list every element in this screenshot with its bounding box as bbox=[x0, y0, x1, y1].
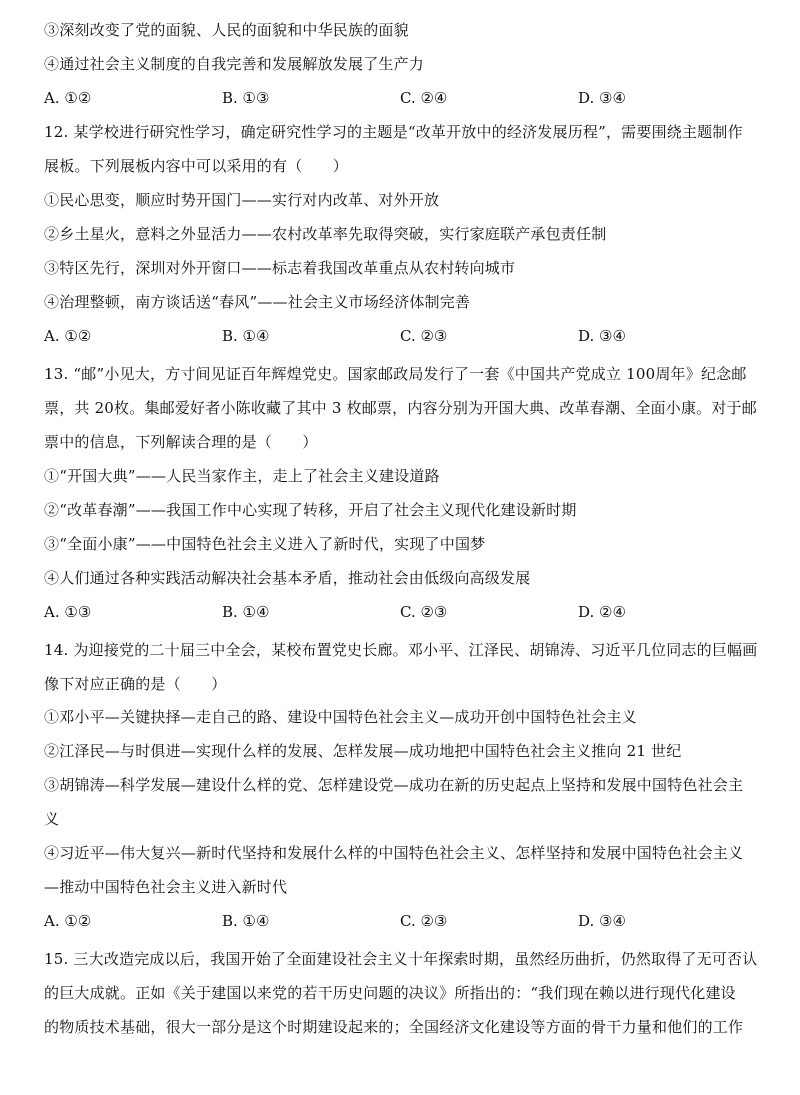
q13-options bbox=[44, 602, 764, 622]
q13-stem-line-3: 票中的信息，下列解读合理的是（ ） bbox=[44, 433, 318, 451]
q15-stem-line-1: 15. 三大改造完成以后，我国开始了全面建设社会主义十年探索时期，虽然经历曲折，仍然取得了无可否认 bbox=[44, 950, 758, 968]
q13-item-1: ①“开国大典”——人民当家作主，走上了社会主义建设道路 bbox=[44, 467, 440, 485]
q12-options bbox=[44, 326, 764, 346]
q14-option-d[interactable]: D. ③④ bbox=[578, 912, 626, 930]
q14-item-2: ②江泽民—与时俱进—实现什么样的发展、怎样发展—成功地把中国特色社会主义推向 21 世纪 bbox=[44, 742, 682, 760]
q12-item-4: ④治理整顿，南方谈话送“春风”——社会主义市场经济体制完善 bbox=[44, 293, 471, 311]
option-a[interactable]: A. ①② bbox=[44, 89, 92, 107]
q14-item-4-line-1: ④习近平—伟大复兴—新时代坚持和发展什么样的中国特色社会主义、怎样坚持和发展中国特色社会主义 bbox=[44, 844, 744, 862]
q13-item-4: ④人们通过各种实践活动解决社会基本矛盾，推动社会由低级向高级发展 bbox=[44, 569, 531, 587]
q12-stem-line-1: 12. 某学校进行研究性学习，确定研究性学习的主题是“改革开放中的经济发展历程”，需要围绕主题制作 bbox=[44, 123, 743, 141]
q15-stem-line-3: 的物质技术基础，很大一部分是这个时期建设起来的；全国经济文化建设等方面的骨干力量和他们的工作 bbox=[44, 1018, 744, 1036]
option-d[interactable]: D. ③④ bbox=[578, 89, 626, 107]
option-c[interactable]: C. ②④ bbox=[400, 89, 448, 107]
q13-item-2: ②“改革春潮”——我国工作中心实现了转移，开启了社会主义现代化建设新时期 bbox=[44, 501, 577, 519]
q12-item-3: ③特区先行，深圳对外开窗口——标志着我国改革重点从农村转向城市 bbox=[44, 259, 516, 277]
prev-question-item-4: ④通过社会主义制度的自我完善和发展解放发展了生产力 bbox=[44, 55, 425, 73]
q13-option-a[interactable]: A. ①③ bbox=[44, 603, 92, 621]
q12-item-1: ①民心思变，顺应时势开国门——实行对内改革、对外开放 bbox=[44, 191, 440, 209]
q12-option-a[interactable]: A. ①② bbox=[44, 327, 92, 345]
q14-option-b[interactable]: B. ①④ bbox=[222, 912, 270, 930]
q13-option-d[interactable]: D. ②④ bbox=[578, 603, 626, 621]
q14-option-a[interactable]: A. ①② bbox=[44, 912, 92, 930]
q13-option-b[interactable]: B. ①④ bbox=[222, 603, 270, 621]
q12-option-c[interactable]: C. ②③ bbox=[400, 327, 448, 345]
q14-stem-line-1: 14. 为迎接党的二十届三中全会，某校布置党史长廊。邓小平、江泽民、胡锦涛、习近平几位同志的巨幅画 bbox=[44, 641, 758, 659]
q15-stem-line-2: 的巨大成就。正如《关于建国以来党的若干历史问题的决议》所指出的：“我们现在赖以进行现代化建设 bbox=[44, 984, 736, 1002]
q13-option-c[interactable]: C. ②③ bbox=[400, 603, 448, 621]
q14-item-4-line-2: —推动中国特色社会主义进入新时代 bbox=[44, 878, 288, 896]
q14-options bbox=[44, 911, 764, 931]
prev-question-options bbox=[44, 88, 764, 108]
q14-option-c[interactable]: C. ②③ bbox=[400, 912, 448, 930]
q12-option-b[interactable]: B. ①④ bbox=[222, 327, 270, 345]
q14-stem-line-2: 像下对应正确的是（ ） bbox=[44, 675, 227, 693]
q14-item-3-line-1: ③胡锦涛—科学发展—建设什么样的党、怎样建设党—成功在新的历史起点上坚持和发展中国特色社会主 bbox=[44, 776, 744, 794]
q12-stem-line-2: 展板。下列展板内容中可以采用的有（ ） bbox=[44, 157, 349, 175]
option-b[interactable]: B. ①③ bbox=[222, 89, 270, 107]
q12-option-d[interactable]: D. ③④ bbox=[578, 327, 626, 345]
q14-item-1: ①邓小平—关键抉择—走自己的路、建设中国特色社会主义—成功开创中国特色社会主义 bbox=[44, 708, 637, 726]
prev-question-item-3: ③深刻改变了党的面貌、人民的面貌和中华民族的面貌 bbox=[44, 21, 409, 39]
q14-item-3-line-2: 义 bbox=[44, 810, 60, 828]
q12-item-2: ②乡土星火，意料之外显活力——农村改革率先取得突破，实行家庭联产承包责任制 bbox=[44, 225, 607, 243]
q13-stem-line-2: 票，共 20枚。集邮爱好者小陈收藏了其中 3 枚邮票，内容分别为开国大典、改革春潮、全面小康。对于邮 bbox=[44, 399, 757, 417]
q13-item-3: ③“全面小康”——中国特色社会主义进入了新时代，实现了中国梦 bbox=[44, 535, 486, 553]
q13-stem-line-1: 13. “邮”小见大，方寸间见证百年辉煌党史。国家邮政局发行了一套《中国共产党成立 100周年》纪念邮 bbox=[44, 365, 747, 383]
